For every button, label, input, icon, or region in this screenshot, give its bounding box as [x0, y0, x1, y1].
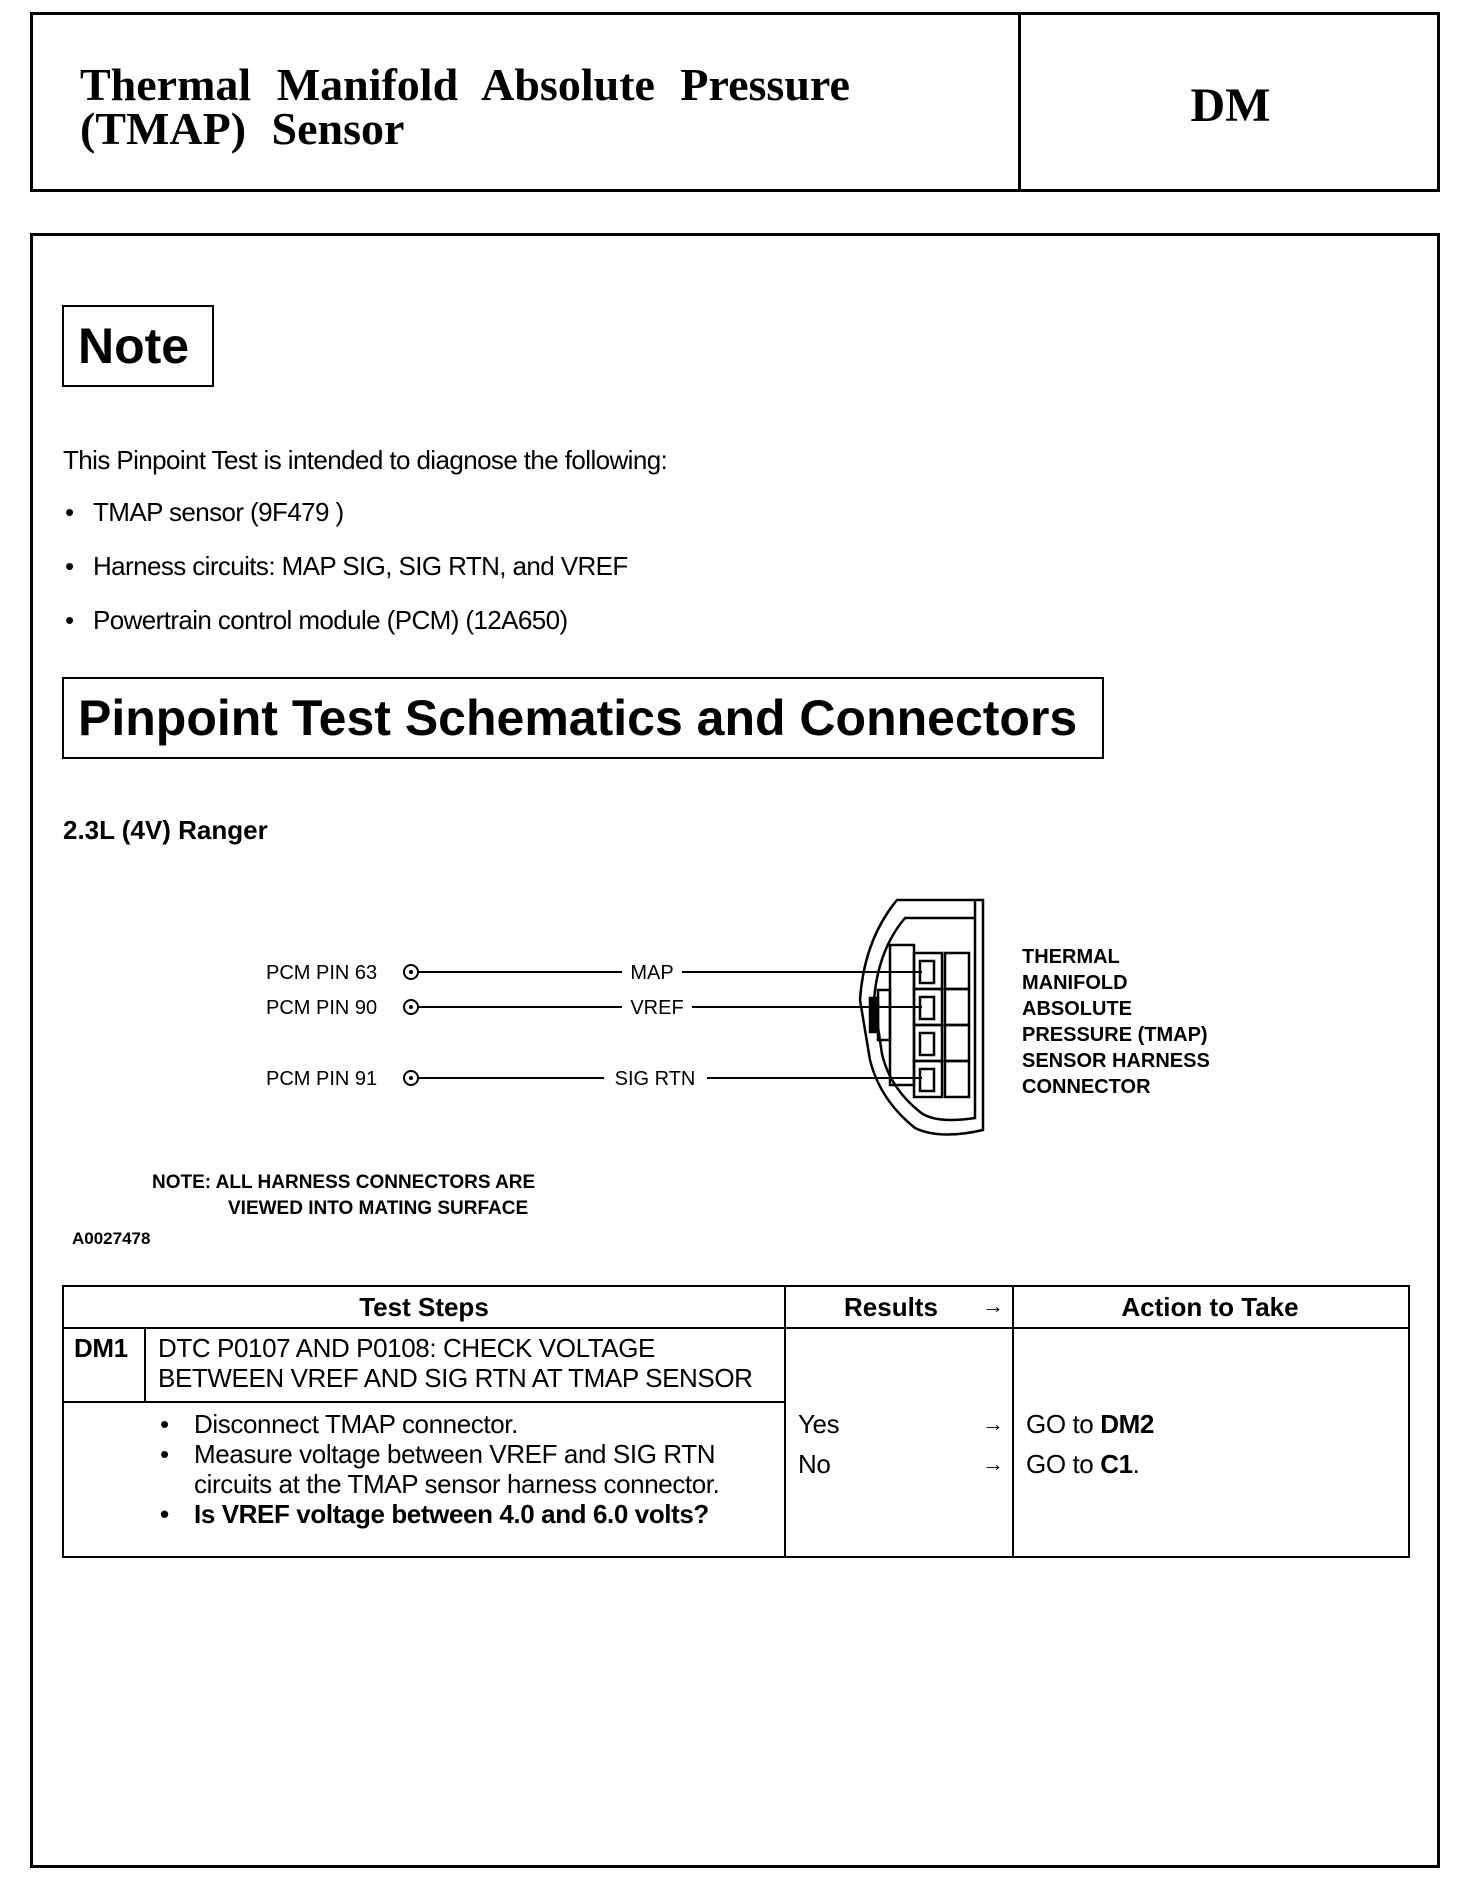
- pinpoint-heading: Pinpoint Test Schematics and Connectors: [62, 677, 1104, 759]
- result-no: No: [798, 1449, 831, 1479]
- header-test-steps: Test Steps: [359, 1291, 489, 1322]
- note-item: • TMAP sensor (9F479 ): [63, 497, 628, 551]
- instruction-item: • Disconnect TMAP connector.: [154, 1409, 754, 1439]
- note-intro: This Pinpoint Test is intended to diagnose the following:: [63, 445, 668, 475]
- action-no: [1026, 1449, 1139, 1479]
- table-header-divider: [64, 1327, 1408, 1329]
- step-instructions: [154, 1409, 754, 1529]
- result-arrow: →: [982, 1451, 1004, 1476]
- connector-label-line: MANIFOLD: [1022, 972, 1128, 994]
- action-suffix: .: [1132, 1449, 1140, 1479]
- connector-label-line: THERMAL: [1022, 946, 1120, 968]
- header-box: [30, 12, 1440, 192]
- result-arrow: →: [982, 1411, 1004, 1436]
- wire-pin-label: PCM PIN 90: [266, 997, 378, 1019]
- figure-id: A0027478: [72, 1229, 151, 1248]
- result-yes: Yes: [798, 1409, 840, 1439]
- connector-label-line: PRESSURE (TMAP): [1022, 1024, 1208, 1046]
- connector-label-line: CONNECTOR: [1022, 1076, 1151, 1098]
- wire-pin-label: PCM PIN 91: [266, 1068, 378, 1090]
- note-item: • Harness circuits: MAP SIG, SIG RTN, and VREF: [63, 551, 628, 605]
- section-code: DM: [1190, 78, 1271, 132]
- action-yes: [1026, 1409, 1154, 1439]
- action-prefix: GO to: [1026, 1449, 1094, 1479]
- page-title: Thermal Manifold Absolute Pressure (TMAP) Sensor: [80, 59, 850, 154]
- note-heading: Note: [62, 305, 214, 387]
- table-id-divider: [144, 1327, 146, 1401]
- note-item: • Powertrain control module (PCM) (12A650): [63, 605, 628, 659]
- action-prefix: GO to: [1026, 1409, 1094, 1439]
- circuit-label: SIG RTN: [614, 1068, 696, 1090]
- header-arrow: →: [982, 1293, 1004, 1318]
- connector-label-line: ABSOLUTE: [1022, 998, 1132, 1020]
- circuit-label: VREF: [630, 997, 684, 1019]
- schematic-note: NOTE: ALL HARNESS CONNECTORS ARE: [152, 1172, 536, 1193]
- action-link-c1[interactable]: C1: [1100, 1449, 1133, 1479]
- connector-label-line: SENSOR HARNESS: [1022, 1050, 1210, 1072]
- step-id: DM1: [74, 1333, 128, 1363]
- step-question: • Is VREF voltage between 4.0 and 6.0 volts?: [154, 1499, 754, 1529]
- action-link-dm2[interactable]: DM2: [1100, 1409, 1154, 1439]
- circuit-label: MAP: [630, 962, 674, 984]
- step-title-line: BETWEEN VREF AND SIG RTN AT TMAP SENSOR: [158, 1363, 753, 1393]
- vehicle-subheading: 2.3L (4V) Ranger: [63, 815, 268, 845]
- header-results: Results: [844, 1291, 938, 1322]
- header-action: Action to Take: [1121, 1291, 1299, 1322]
- schematic-note: VIEWED INTO MATING SURFACE: [228, 1198, 529, 1219]
- test-steps-table: [62, 1285, 1410, 1558]
- step-title-line: DTC P0107 AND P0108: CHECK VOLTAGE: [158, 1333, 655, 1363]
- content-frame: [30, 233, 1440, 1868]
- table-row-divider: [64, 1401, 784, 1403]
- wire-pin-label: PCM PIN 63: [266, 962, 378, 984]
- instruction-item: • Measure voltage between VREF and SIG RTN circuits at the TMAP sensor harness connector.: [154, 1439, 754, 1499]
- note-list: [63, 497, 628, 659]
